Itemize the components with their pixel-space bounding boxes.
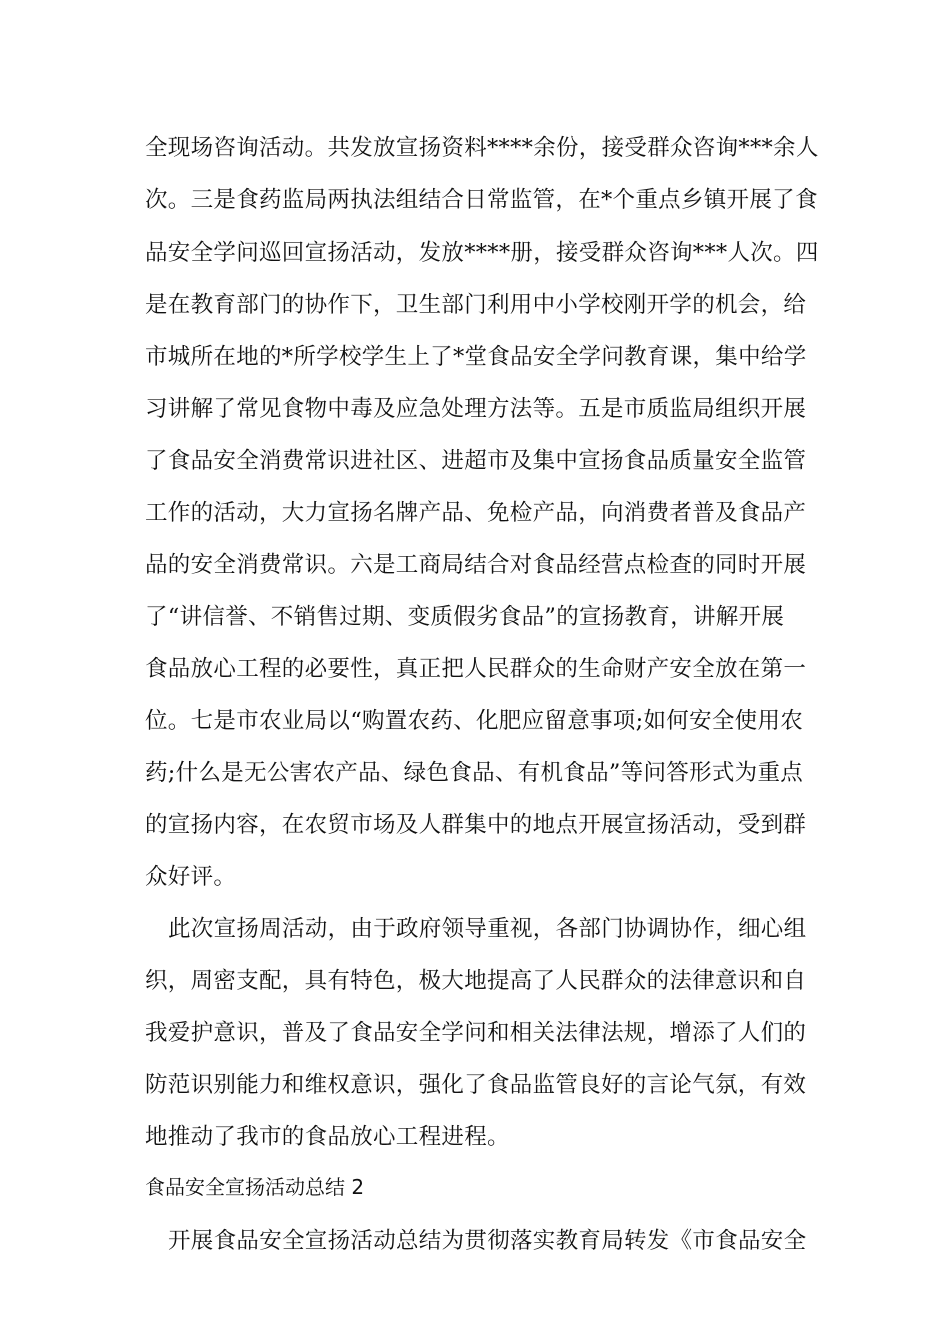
- text-line: 了“讲信誉、不销售过期、变质假劣食品”的宣扬教育，讲解开展: [145, 604, 785, 630]
- text-line: 市城所在地的*所学校学生上了*堂食品安全学问教育课，集中给学: [145, 344, 807, 370]
- section-heading: 食品安全宣扬活动总结 2: [145, 1175, 365, 1199]
- text-line: 药;什么是无公害农产品、绿色食品、有机食品”等问答形式为重点: [145, 760, 804, 786]
- text-line: 品安全学问巡回宣扬活动，发放****册，接受群众咨询***人次。四: [145, 240, 819, 266]
- text-line: 此次宣扬周活动，由于政府领导重视，各部门协调协作，细心组: [168, 916, 807, 942]
- text-line: 开展食品安全宣扬活动总结为贯彻落实教育局转发《市食品安全: [168, 1228, 807, 1254]
- text-line: 我爱护意识，普及了食品安全学问和相关法律法规，增添了人们的: [145, 1020, 807, 1046]
- text-line: 防范识别能力和维权意识，强化了食品监管良好的言论气氛，有效: [145, 1072, 807, 1098]
- text-line: 织，周密支配，具有特色，极大地提高了人民群众的法律意识和自: [145, 968, 807, 994]
- text-line: 是在教育部门的协作下，卫生部门利用中小学校刚开学的机会，给: [145, 292, 807, 318]
- text-line: 的宣扬内容，在农贸市场及人群集中的地点开展宣扬活动，受到群: [145, 812, 807, 838]
- text-line: 次。三是食药监局两执法组结合日常监管，在*个重点乡镇开展了食: [145, 187, 818, 213]
- text-line: 地推动了我市的食品放心工程进程。: [145, 1124, 510, 1150]
- text-line: 全现场咨询活动。共发放宣扬资料****余份，接受群众咨询***余人: [145, 135, 819, 161]
- text-line: 工作的活动，大力宣扬名牌产品、免检产品，向消费者普及食品产: [145, 500, 807, 526]
- text-line: 了食品安全消费常识进社区、进超市及集中宣扬食品质量安全监管: [145, 448, 807, 474]
- text-line: 食品放心工程的必要性，真正把人民群众的生命财产安全放在第一: [145, 656, 807, 682]
- text-line: 品的安全消费常识。六是工商局结合对食品经营点检查的同时开展: [145, 552, 807, 578]
- text-line: 习讲解了常见食物中毒及应急处理方法等。五是市质监局组织开展: [145, 396, 807, 422]
- text-line: 众好评。: [145, 864, 237, 890]
- text-line: 位。七是市农业局以“购置农药、化肥应留意事项;如何安全使用农: [145, 708, 804, 734]
